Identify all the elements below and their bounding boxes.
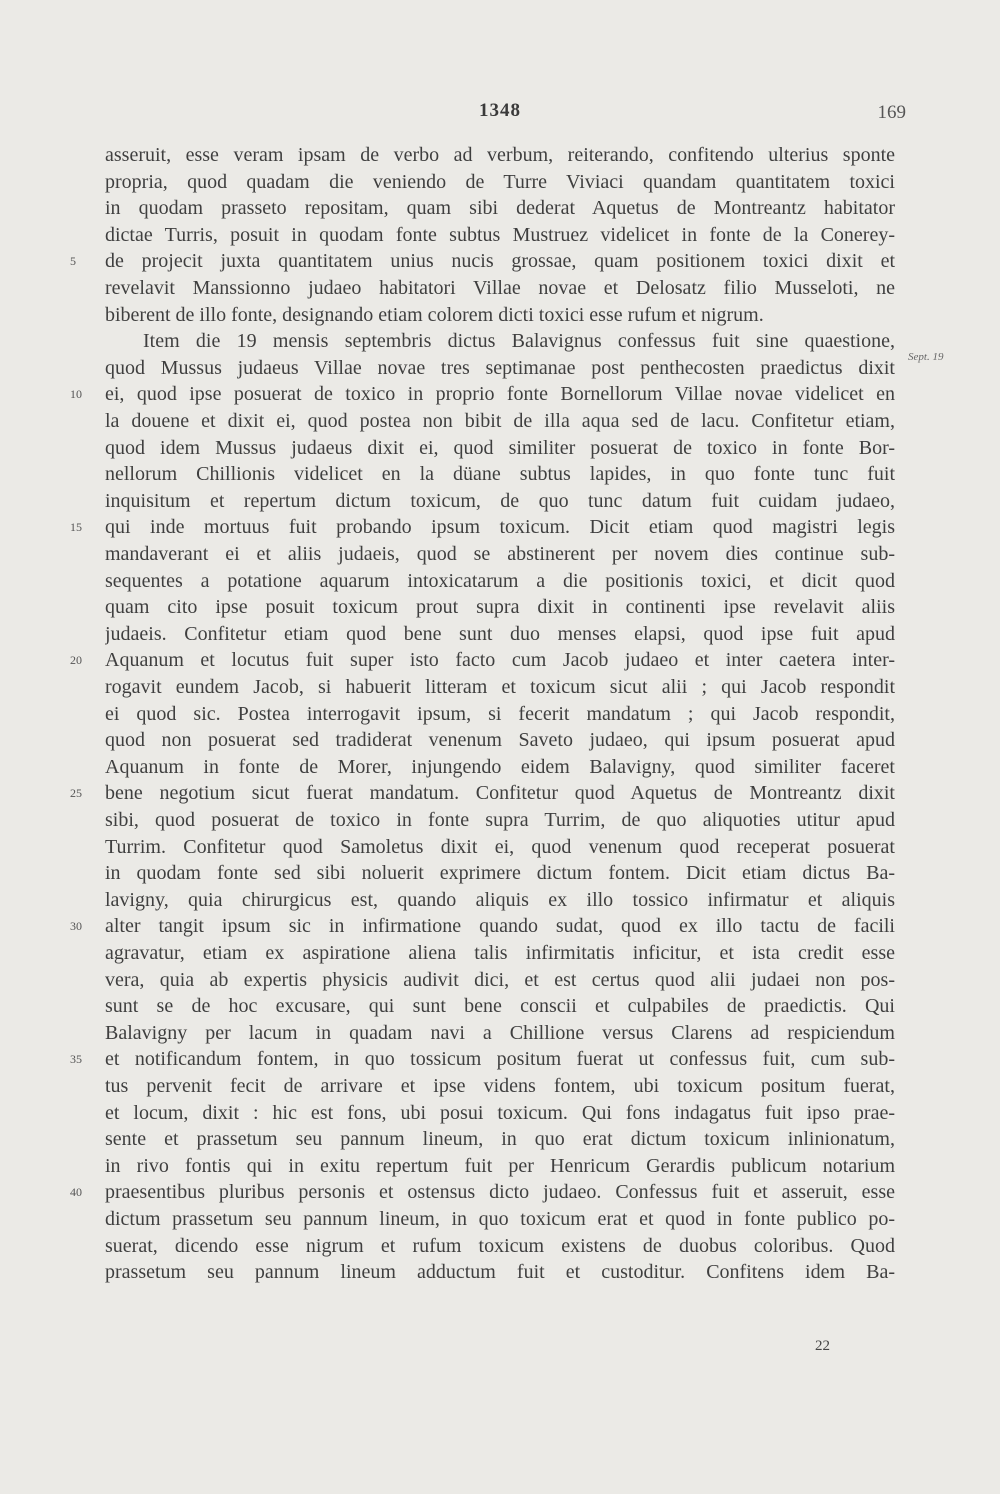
margin-date-note: Sept. 19 <box>908 351 944 363</box>
text-line: suerat, dicendo esse nigrum et rufum toxicum existens de duobus coloribus. Quod <box>105 1235 895 1257</box>
page-number: 169 <box>877 102 906 123</box>
text-line: quam cito ipse posuit toxicum prout supra dixit in continenti ipse revelavit aliis <box>105 596 895 618</box>
text-line: qui inde mortuus fuit probando ipsum toxicum. Dicit etiam quod magistri legis <box>105 516 895 538</box>
text-line: dictae Turris, posuit in quodam fonte subtus Mustruez videlicet in fonte de la Conerey- <box>105 224 895 246</box>
text-line: Aquanum in fonte de Morer, injungendo eidem Balavigny, quod similiter faceret <box>105 756 895 778</box>
text-line: Aquanum et locutus fuit super isto facto cum Jacob judaeo et inter caetera inter- <box>105 649 895 671</box>
text-line: agravatur, etiam ex aspiratione aliena talis infirmitatis inficitur, et ista credit esse <box>105 942 895 964</box>
text-line: praesentibus pluribus personis et ostensus dicto judaeo. Confessus fuit et asseruit, esse <box>105 1181 895 1203</box>
running-head-year: 1348 <box>479 100 521 121</box>
text-line: la douene et dixit ei, quod postea non bibit de illa aqua sed de lacu. Confitetur etiam, <box>105 410 895 432</box>
signature-mark: 22 <box>815 1338 830 1354</box>
text-line: in quodam fonte sed sibi noluerit exprimere dictum fontem. Dicit etiam dictus Ba- <box>105 862 895 884</box>
text-line: in rivo fontis qui in exitu repertum fuit per Henricum Gerardis publicum notarium <box>105 1155 895 1177</box>
text-line: quod non posuerat sed tradiderat venenum Saveto judaeo, qui ipsum posuerat apud <box>105 729 895 751</box>
line-number: 25 <box>70 786 82 800</box>
text-line: rogavit eundem Jacob, si habuerit litteram et toxicum sicut alii ; qui Jacob respondit <box>105 676 895 698</box>
text-line: et locum, dixit : hic est fons, ubi posui toxicum. Qui fons indagatus fuit ipso prae- <box>105 1102 895 1124</box>
text-line: et notificandum fontem, in quo tossicum positum fuerat ut confessus fuit, cum sub- <box>105 1048 895 1070</box>
text-line: Balavigny per lacum in quadam navi a Chillione versus Clarens ad respiciendum <box>105 1022 895 1044</box>
line-number: 35 <box>70 1052 82 1066</box>
text-line: Turrim. Confitetur quod Samoletus dixit ei, quod venenum quod receperat posuerat <box>105 836 895 858</box>
text-line: quod Mussus judaeus Villae novae tres septimanae post penthecosten praedictus dixit <box>105 357 895 379</box>
text-line: dictum prassetum seu pannum lineum, in quo toxicum erat et quod in fonte publico po- <box>105 1208 895 1230</box>
text-line: nellorum Chillionis videlicet en la düane subtus lapides, in quo fonte tunc fuit <box>105 463 895 485</box>
text-line: mandaverant ei et aliis judaeis, quod se abstinerent per novem dies continue sub- <box>105 543 895 565</box>
line-number: 15 <box>70 520 82 534</box>
text-line: ei, quod ipse posuerat de toxico in proprio fonte Bornellorum Villae novae videlicet en <box>105 383 895 405</box>
text-line: biberent de illo fonte, designando etiam colorem dicti toxici esse rufum et nigrum. <box>105 304 764 326</box>
line-number: 10 <box>70 387 82 401</box>
line-number: 20 <box>70 653 82 667</box>
text-line: ei quod sic. Postea interrogavit ipsum, si fecerit mandatum ; qui Jacob respondit, <box>105 703 895 725</box>
text-line: de projecit juxta quantitatem unius nucis grossae, quam positionem toxici dixit et <box>105 250 895 272</box>
text-line: inquisitum et repertum dictum toxicum, de quo tunc datum fuit cuidam judaeo, <box>105 490 895 512</box>
text-line: Item die 19 mensis septembris dictus Balavignus confessus fuit sine quaestione, <box>143 330 895 352</box>
text-line: prassetum seu pannum lineum adductum fuit et custoditur. Confitens idem Ba- <box>105 1261 895 1283</box>
text-line: revelavit Manssionno judaeo habitatori Villae novae et Delosatz filio Musseloti, ne <box>105 277 895 299</box>
text-line: in quodam prasseto repositam, quam sibi dederat Aquetus de Montreantz habitator <box>105 197 895 219</box>
text-line: bene negotium sicut fuerat mandatum. Confitetur quod Aquetus de Montreantz dixit <box>105 782 895 804</box>
text-line: judaeis. Confitetur etiam quod bene sunt duo menses elapsi, quod ipse fuit apud <box>105 623 895 645</box>
text-line: tus pervenit fecit de arrivare et ipse videns fontem, ubi toxicum positum fuerat, <box>105 1075 895 1097</box>
line-number: 5 <box>70 254 76 268</box>
text-line: quod idem Mussus judaeus dixit ei, quod similiter posuerat de toxico in fonte Bor- <box>105 437 895 459</box>
line-number: 30 <box>70 919 82 933</box>
text-line: propria, quod quadam die veniendo de Turre Viviaci quandam quantitatem toxici <box>105 171 895 193</box>
text-line: sequentes a potatione aquarum intoxicatarum a die positionis toxici, et dicit quod <box>105 570 895 592</box>
text-line: asseruit, esse veram ipsam de verbo ad verbum, reiterando, confitendo ulterius sponte <box>105 144 895 166</box>
text-line: vera, quia ab expertis physicis audivit dici, et est certus quod alii judaei non pos- <box>105 969 895 991</box>
text-line: sibi, quod posuerat de toxico in fonte supra Turrim, de quo aliquoties utitur apud <box>105 809 895 831</box>
text-line: alter tangit ipsum sic in infirmatione quando sudat, quod ex illo tactu de facili <box>105 915 895 937</box>
line-number: 40 <box>70 1185 82 1199</box>
text-line: lavigny, quia chirurgicus est, quando aliquis ex illo tossico infirmatur et aliquis <box>105 889 895 911</box>
text-line: sente et prassetum seu pannum lineum, in quo erat dictum toxicum inlinionatum, <box>105 1128 895 1150</box>
text-line: sunt se de hoc excusare, qui sunt bene conscii et culpabiles de praedictis. Qui <box>105 995 895 1017</box>
